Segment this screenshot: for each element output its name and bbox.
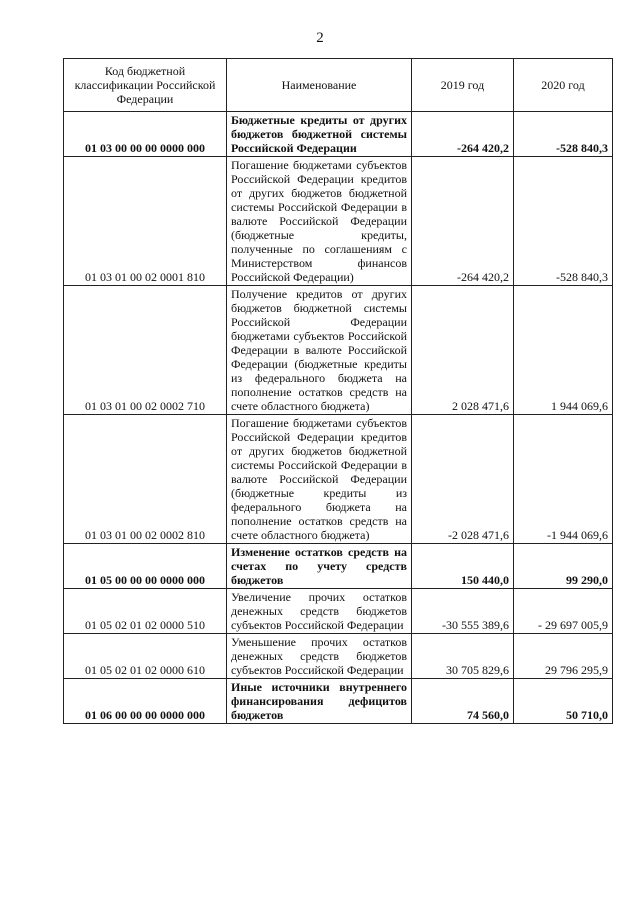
header-code: Код бюджетной классификации Российской Федерации: [64, 59, 227, 112]
row-value-2020: 50 710,0: [514, 679, 613, 724]
row-code: 01 05 00 00 00 0000 000: [64, 544, 227, 589]
row-value-2020: -1 944 069,6: [514, 415, 613, 544]
row-name: Погашение бюджетами субъектов Российской Федерации кредитов от других бюджетов бюджетной системы Российской Федерации в валюте Российской Федерации (бюджетные кредиты, полученные по соглашениям с Министерством финансов Российской Федерации): [227, 157, 412, 286]
table-row: [64, 157, 613, 286]
table-header-row: [64, 59, 613, 112]
row-name: Уменьшение прочих остатков денежных средств бюджетов субъектов Российской Федерации: [227, 634, 412, 679]
header-year-2020: 2020 год: [514, 59, 613, 112]
table-row: [64, 634, 613, 679]
row-value-2019: -30 555 389,6: [412, 589, 514, 634]
row-value-2020: 99 290,0: [514, 544, 613, 589]
row-value-2020: 29 796 295,9: [514, 634, 613, 679]
page-number: 2: [316, 30, 324, 46]
header-year-2019: 2019 год: [412, 59, 514, 112]
row-code: 01 03 01 00 02 0002 810: [64, 415, 227, 544]
row-value-2019: 2 028 471,6: [412, 286, 514, 415]
row-value-2019: -2 028 471,6: [412, 415, 514, 544]
table-row: [64, 112, 613, 157]
row-value-2020: 1 944 069,6: [514, 286, 613, 415]
table-row: [64, 415, 613, 544]
row-code: 01 03 01 00 02 0002 710: [64, 286, 227, 415]
header-name: Наименование: [227, 59, 412, 112]
row-code: 01 03 01 00 02 0001 810: [64, 157, 227, 286]
row-name: Бюджетные кредиты от других бюджетов бюджетной системы Российской Федерации: [227, 112, 412, 157]
row-value-2019: 74 560,0: [412, 679, 514, 724]
row-code: 01 06 00 00 00 0000 000: [64, 679, 227, 724]
row-value-2020: - 29 697 005,9: [514, 589, 613, 634]
row-code: 01 03 00 00 00 0000 000: [64, 112, 227, 157]
row-name: Погашение бюджетами субъектов Российской Федерации кредитов от других бюджетов бюджетной системы Российской Федерации в валюте Российской Федерации (бюджетные кредиты из федерального бюджета на пополнение остатков средств на счете областного бюджета): [227, 415, 412, 544]
row-code: 01 05 02 01 02 0000 610: [64, 634, 227, 679]
row-value-2019: 150 440,0: [412, 544, 514, 589]
table-row: [64, 679, 613, 724]
table-row: [64, 286, 613, 415]
table-row: [64, 544, 613, 589]
table-row: [64, 589, 613, 634]
row-code: 01 05 02 01 02 0000 510: [64, 589, 227, 634]
row-name: Иные источники внутреннего финансирования дефицитов бюджетов: [227, 679, 412, 724]
row-name: Получение кредитов от других бюджетов бюджетной системы Российской Федерации бюджетами субъектов Российской Федерации в валюте Российской Федерации (бюджетные кредиты из федерального бюджета на пополнение остатков средств на счете областного бюджета): [227, 286, 412, 415]
row-value-2020: -528 840,3: [514, 157, 613, 286]
row-name: Увеличение прочих остатков денежных средств бюджетов субъектов Российской Федерации: [227, 589, 412, 634]
row-name: Изменение остатков средств на счетах по учету средств бюджетов: [227, 544, 412, 589]
row-value-2019: -264 420,2: [412, 157, 514, 286]
row-value-2020: -528 840,3: [514, 112, 613, 157]
row-value-2019: -264 420,2: [412, 112, 514, 157]
row-value-2019: 30 705 829,6: [412, 634, 514, 679]
budget-sources-table: [63, 58, 613, 724]
